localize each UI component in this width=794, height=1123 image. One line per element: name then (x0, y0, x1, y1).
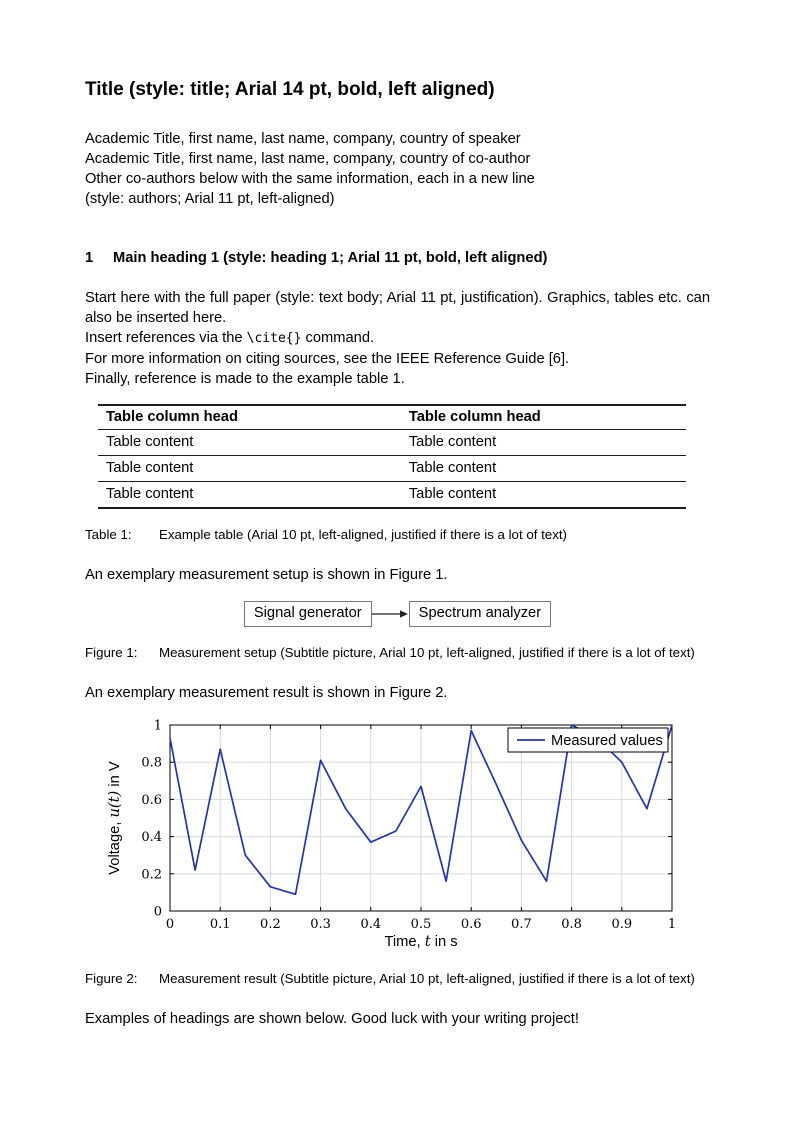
author-line: Academic Title, first name, last name, company, country of co-author (85, 151, 531, 167)
body-line: Start here with the full paper (style: text body; Arial 11 pt, justification). Graphics, tables etc. can (85, 290, 710, 306)
authors-block (85, 129, 710, 209)
spectrum-analyzer-box: Spectrum analyzer (409, 601, 551, 627)
page-title: Title (style: title; Arial 14 pt, bold, left aligned) (85, 79, 495, 100)
svg-text:0.8: 0.8 (141, 755, 162, 771)
body-paragraph (85, 288, 710, 389)
figure1-caption-label: Figure 1: (85, 645, 138, 660)
table-row (98, 430, 686, 456)
svg-text:0.7: 0.7 (511, 917, 532, 932)
figure2-caption (85, 970, 710, 987)
body-line: For more information on citing sources, see the IEEE Reference Guide [6]. (85, 351, 570, 367)
table-caption (85, 526, 710, 543)
paragraph-result: An exemplary measurement result is shown in Figure 2. (85, 685, 448, 701)
table-cell: Table content (98, 430, 401, 456)
svg-text:0.6: 0.6 (141, 792, 162, 808)
svg-text:Voltage, u(t) in V: Voltage, u(t) in V (106, 761, 123, 875)
signal-generator-box: Signal generator (244, 601, 372, 627)
author-line: Other co-authors below with the same information, each in a new line (85, 171, 535, 187)
figure1-caption-text: Measurement setup (Subtitle picture, Arial 10 pt, left-aligned, justified if there is a lot of text) (159, 645, 695, 660)
table-cell: Table content (401, 430, 686, 456)
svg-text:0.1: 0.1 (209, 917, 231, 932)
svg-text:Measured values: Measured values (551, 733, 663, 749)
svg-text:1: 1 (153, 718, 162, 734)
figure1-diagram (85, 601, 710, 627)
svg-text:0.4: 0.4 (141, 830, 162, 846)
author-line: (style: authors; Arial 11 pt, left-aligned) (85, 191, 335, 207)
cite-command-code: \cite{} (246, 331, 302, 346)
svg-text:0.5: 0.5 (410, 917, 432, 932)
body-line (85, 328, 710, 349)
svg-text:0: 0 (153, 904, 162, 920)
table-cell: Table content (408, 486, 497, 502)
paragraph-setup: An exemplary measurement setup is shown in Figure 1. (85, 567, 448, 583)
svg-text:0: 0 (165, 917, 175, 932)
svg-text:Time, t in s: Time, t in s (384, 933, 458, 950)
closing-paragraph: Examples of headings are shown below. Good luck with your writing project! (85, 1011, 579, 1027)
body-text: Insert references via the (85, 330, 247, 346)
table-row (98, 456, 686, 482)
table-header-row (98, 405, 686, 430)
svg-text:0.2: 0.2 (141, 867, 162, 883)
body-line: also be inserted here. (85, 310, 227, 326)
section-heading-label: Main heading 1 (style: heading 1; Arial 11 pt, bold, left aligned) (113, 250, 548, 266)
svg-text:0.8: 0.8 (561, 917, 582, 932)
svg-text:1: 1 (667, 917, 677, 932)
arrow-icon (372, 609, 409, 619)
svg-text:0.3: 0.3 (310, 917, 331, 932)
chart-canvas (85, 713, 710, 953)
measurement-chart (85, 713, 710, 953)
author-line: Academic Title, first name, last name, company, country of speaker (85, 131, 521, 147)
table-row (98, 482, 686, 509)
example-table (98, 404, 686, 509)
table-column-head: Table column head (98, 405, 401, 430)
body-line: Finally, reference is made to the example table 1. (85, 371, 405, 387)
section-number: 1 (85, 250, 94, 266)
table-cell: Table content (98, 456, 401, 482)
body-text: command. (301, 330, 375, 346)
table-cell: Table content (106, 486, 194, 502)
table-caption-label: Table 1: (85, 527, 132, 542)
svg-text:0.9: 0.9 (611, 917, 633, 932)
svg-text:0.2: 0.2 (260, 917, 281, 932)
svg-text:0.6: 0.6 (460, 917, 482, 932)
figure1-caption (85, 644, 710, 661)
section-heading (85, 249, 710, 267)
svg-text:0.4: 0.4 (360, 917, 382, 932)
table-column-head: Table column head (401, 405, 686, 430)
table-caption-text: Example table (Arial 10 pt, left-aligned, justified if there is a lot of text) (159, 527, 567, 542)
figure2-caption-text: Measurement result (Subtitle picture, Arial 10 pt, left-aligned, justified if there is a lot of text) (159, 971, 695, 986)
figure2-caption-label: Figure 2: (85, 971, 138, 986)
table-cell: Table content (401, 456, 686, 482)
